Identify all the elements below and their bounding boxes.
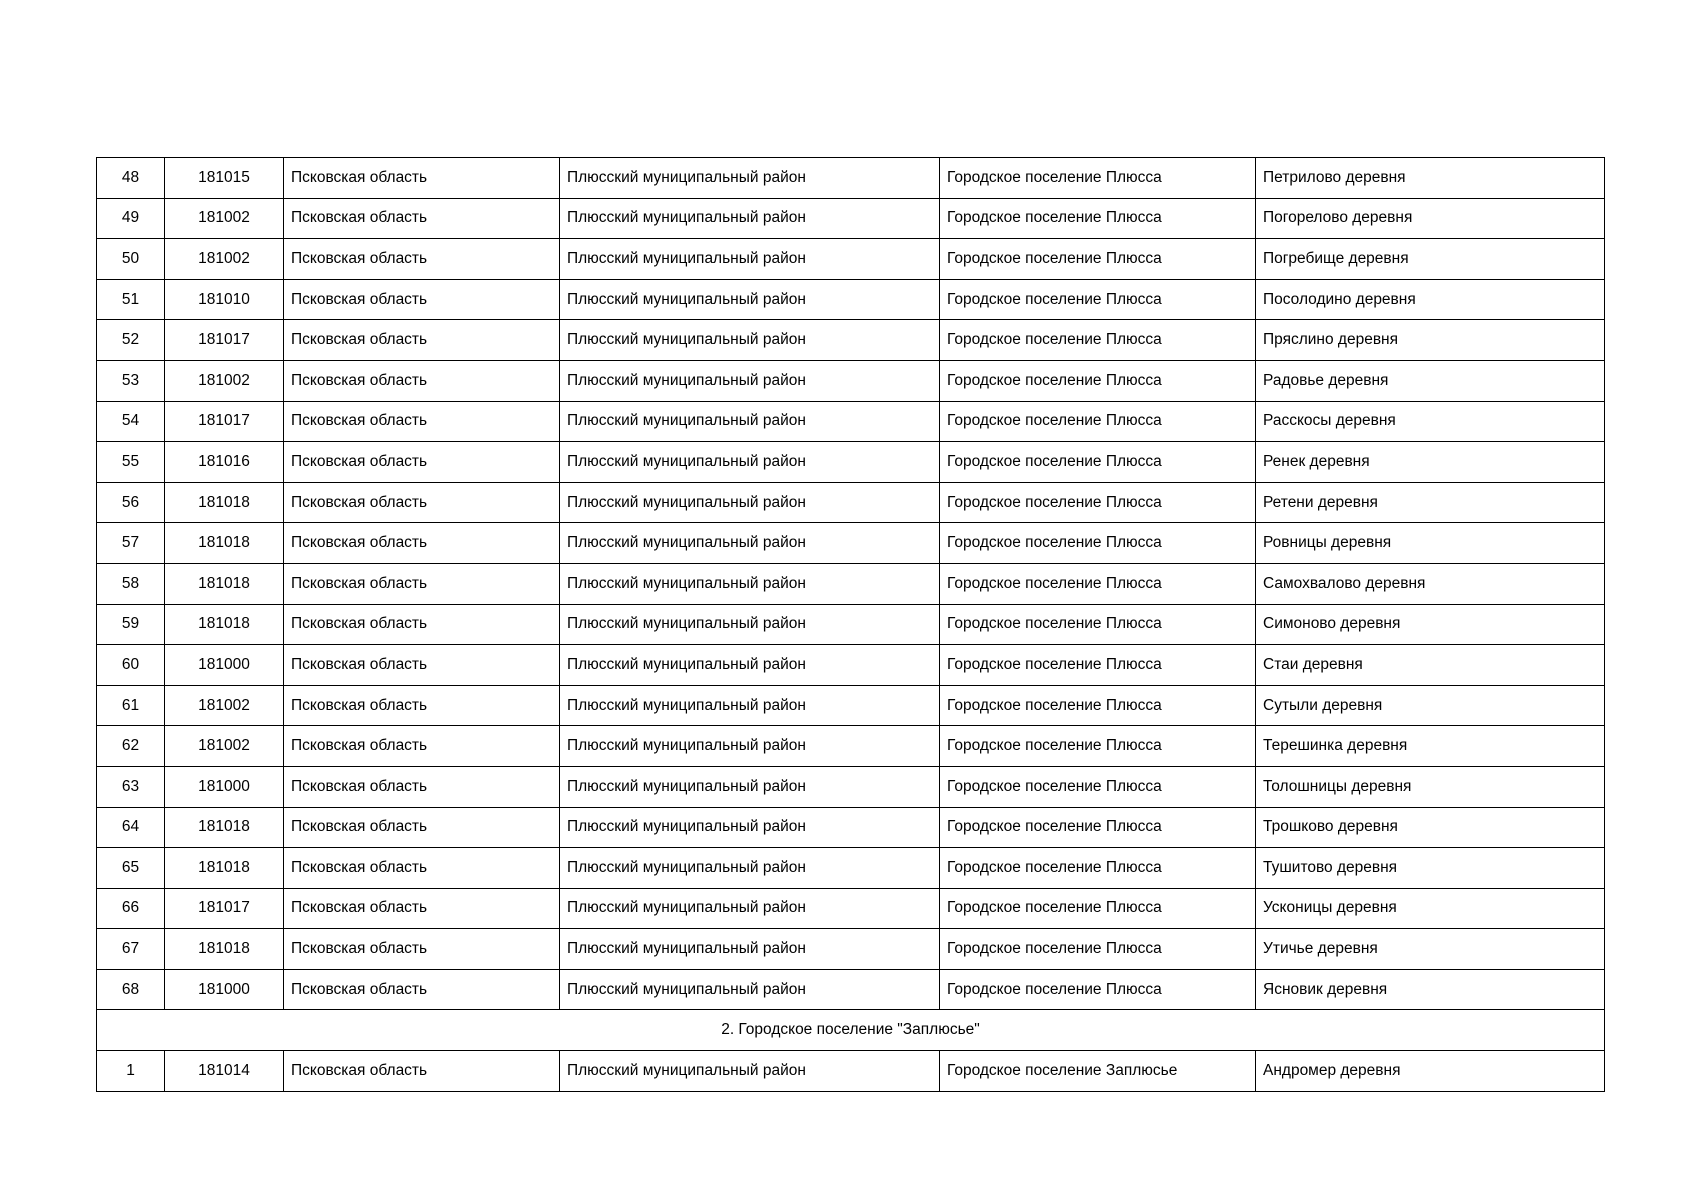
- postal-code-cell: 181017: [165, 888, 284, 929]
- postal-code-cell: 181000: [165, 766, 284, 807]
- region-cell: Псковская область: [284, 929, 560, 970]
- table-row: [97, 969, 1605, 1010]
- table-row: [97, 320, 1605, 361]
- locality-cell: Ретени деревня: [1256, 482, 1605, 523]
- table-row: [97, 685, 1605, 726]
- settlement-cell: Городское поселение Плюсса: [940, 888, 1256, 929]
- table-row: [97, 604, 1605, 645]
- district-cell: Плюсский муниципальный район: [560, 523, 940, 564]
- postal-code-cell: 181018: [165, 523, 284, 564]
- table-row: [97, 442, 1605, 483]
- locality-cell: Ровницы деревня: [1256, 523, 1605, 564]
- locality-cell: Погорелово деревня: [1256, 198, 1605, 239]
- locality-cell: Утичье деревня: [1256, 929, 1605, 970]
- postal-code-cell: 181017: [165, 401, 284, 442]
- postal-code-cell: 181015: [165, 158, 284, 199]
- region-cell: Псковская область: [284, 969, 560, 1010]
- locality-cell: Тушитово деревня: [1256, 848, 1605, 889]
- table-row: [97, 360, 1605, 401]
- settlement-cell: Городское поселение Плюсса: [940, 401, 1256, 442]
- region-cell: Псковская область: [284, 685, 560, 726]
- region-cell: Псковская область: [284, 726, 560, 767]
- postal-code-cell: 181017: [165, 320, 284, 361]
- settlement-cell: Городское поселение Плюсса: [940, 969, 1256, 1010]
- district-cell: Плюсский муниципальный район: [560, 726, 940, 767]
- row-number-cell: 63: [97, 766, 165, 807]
- region-cell: Псковская область: [284, 523, 560, 564]
- locality-cell: Трошково деревня: [1256, 807, 1605, 848]
- district-cell: Плюсский муниципальный район: [560, 888, 940, 929]
- district-cell: Плюсский муниципальный район: [560, 766, 940, 807]
- settlement-cell: Городское поселение Плюсса: [940, 645, 1256, 686]
- region-cell: Псковская область: [284, 198, 560, 239]
- district-cell: Плюсский муниципальный район: [560, 807, 940, 848]
- locality-cell: Петрилово деревня: [1256, 158, 1605, 199]
- district-cell: Плюсский муниципальный район: [560, 1051, 940, 1092]
- locality-cell: Симоново деревня: [1256, 604, 1605, 645]
- district-cell: Плюсский муниципальный район: [560, 442, 940, 483]
- region-cell: Псковская область: [284, 482, 560, 523]
- district-cell: Плюсский муниципальный район: [560, 604, 940, 645]
- district-cell: Плюсский муниципальный район: [560, 401, 940, 442]
- table-row: [97, 645, 1605, 686]
- region-cell: Псковская область: [284, 401, 560, 442]
- district-cell: Плюсский муниципальный район: [560, 360, 940, 401]
- locality-cell: Андромер деревня: [1256, 1051, 1605, 1092]
- row-number-cell: 64: [97, 807, 165, 848]
- locality-cell: Толошницы деревня: [1256, 766, 1605, 807]
- district-cell: Плюсский муниципальный район: [560, 320, 940, 361]
- row-number-cell: 59: [97, 604, 165, 645]
- locality-cell: Сутыли деревня: [1256, 685, 1605, 726]
- row-number-cell: 50: [97, 239, 165, 280]
- postal-code-cell: 181014: [165, 1051, 284, 1092]
- settlement-cell: Городское поселение Плюсса: [940, 604, 1256, 645]
- table-row: [97, 239, 1605, 280]
- locality-cell: Терешинка деревня: [1256, 726, 1605, 767]
- locality-cell: Посолодино деревня: [1256, 279, 1605, 320]
- settlement-cell: Городское поселение Плюсса: [940, 929, 1256, 970]
- district-cell: Плюсский муниципальный район: [560, 279, 940, 320]
- district-cell: Плюсский муниципальный район: [560, 848, 940, 889]
- district-cell: Плюсский муниципальный район: [560, 685, 940, 726]
- region-cell: Псковская область: [284, 848, 560, 889]
- region-cell: Псковская область: [284, 239, 560, 280]
- locality-cell: Стаи деревня: [1256, 645, 1605, 686]
- table-row: [97, 523, 1605, 564]
- table-row: [97, 888, 1605, 929]
- settlement-cell: Городское поселение Плюсса: [940, 279, 1256, 320]
- postal-code-cell: 181002: [165, 685, 284, 726]
- settlement-cell: Городское поселение Плюсса: [940, 198, 1256, 239]
- table-row: [97, 848, 1605, 889]
- settlement-cell: Городское поселение Плюсса: [940, 848, 1256, 889]
- district-cell: Плюсский муниципальный район: [560, 969, 940, 1010]
- section-heading: 2. Городское поселение "Заплюсье": [97, 1010, 1605, 1051]
- table-row: [97, 482, 1605, 523]
- postal-code-cell: 181002: [165, 198, 284, 239]
- district-cell: Плюсский муниципальный район: [560, 198, 940, 239]
- row-number-cell: 62: [97, 726, 165, 767]
- row-number-cell: 58: [97, 563, 165, 604]
- table-row: [97, 563, 1605, 604]
- region-cell: Псковская область: [284, 766, 560, 807]
- postal-code-cell: 181018: [165, 807, 284, 848]
- settlement-cell: Городское поселение Плюсса: [940, 523, 1256, 564]
- row-number-cell: 68: [97, 969, 165, 1010]
- row-number-cell: 57: [97, 523, 165, 564]
- row-number-cell: 53: [97, 360, 165, 401]
- settlement-cell: Городское поселение Плюсса: [940, 482, 1256, 523]
- table-row: [97, 929, 1605, 970]
- district-cell: Плюсский муниципальный район: [560, 482, 940, 523]
- region-cell: Псковская область: [284, 1051, 560, 1092]
- table-row: [97, 279, 1605, 320]
- row-number-cell: 65: [97, 848, 165, 889]
- row-number-cell: 56: [97, 482, 165, 523]
- postal-code-cell: 181002: [165, 726, 284, 767]
- address-table: [96, 157, 1605, 1092]
- region-cell: Псковская область: [284, 158, 560, 199]
- postal-code-cell: 181018: [165, 482, 284, 523]
- settlement-cell: Городское поселение Плюсса: [940, 726, 1256, 767]
- region-cell: Псковская область: [284, 320, 560, 361]
- postal-code-cell: 181000: [165, 645, 284, 686]
- region-cell: Псковская область: [284, 604, 560, 645]
- table-row: [97, 726, 1605, 767]
- settlement-cell: Городское поселение Заплюсье: [940, 1051, 1256, 1092]
- region-cell: Псковская область: [284, 888, 560, 929]
- settlement-cell: Городское поселение Плюсса: [940, 158, 1256, 199]
- row-number-cell: 67: [97, 929, 165, 970]
- postal-code-cell: 181002: [165, 239, 284, 280]
- region-cell: Псковская область: [284, 360, 560, 401]
- settlement-cell: Городское поселение Плюсса: [940, 239, 1256, 280]
- postal-code-cell: 181000: [165, 969, 284, 1010]
- row-number-cell: 52: [97, 320, 165, 361]
- table-row: [97, 807, 1605, 848]
- postal-code-cell: 181016: [165, 442, 284, 483]
- district-cell: Плюсский муниципальный район: [560, 929, 940, 970]
- region-cell: Псковская область: [284, 442, 560, 483]
- section-heading-row: [97, 1010, 1605, 1051]
- row-number-cell: 49: [97, 198, 165, 239]
- table-body: [97, 158, 1605, 1092]
- row-number-cell: 60: [97, 645, 165, 686]
- row-number-cell: 66: [97, 888, 165, 929]
- locality-cell: Усконицы деревня: [1256, 888, 1605, 929]
- settlement-cell: Городское поселение Плюсса: [940, 442, 1256, 483]
- region-cell: Псковская область: [284, 807, 560, 848]
- table-row: [97, 401, 1605, 442]
- row-number-cell: 51: [97, 279, 165, 320]
- postal-code-cell: 181018: [165, 848, 284, 889]
- region-cell: Псковская область: [284, 645, 560, 686]
- locality-cell: Ренек деревня: [1256, 442, 1605, 483]
- row-number-cell: 54: [97, 401, 165, 442]
- row-number-cell: 55: [97, 442, 165, 483]
- table-row: [97, 1051, 1605, 1092]
- table-row: [97, 766, 1605, 807]
- locality-cell: Ясновик деревня: [1256, 969, 1605, 1010]
- settlement-cell: Городское поселение Плюсса: [940, 766, 1256, 807]
- postal-code-cell: 181018: [165, 604, 284, 645]
- locality-cell: Пряслино деревня: [1256, 320, 1605, 361]
- district-cell: Плюсский муниципальный район: [560, 645, 940, 686]
- region-cell: Псковская область: [284, 279, 560, 320]
- postal-code-cell: 181018: [165, 929, 284, 970]
- locality-cell: Погребище деревня: [1256, 239, 1605, 280]
- settlement-cell: Городское поселение Плюсса: [940, 360, 1256, 401]
- locality-cell: Расскосы деревня: [1256, 401, 1605, 442]
- settlement-cell: Городское поселение Плюсса: [940, 807, 1256, 848]
- locality-cell: Радовье деревня: [1256, 360, 1605, 401]
- locality-cell: Самохвалово деревня: [1256, 563, 1605, 604]
- row-number-cell: 48: [97, 158, 165, 199]
- region-cell: Псковская область: [284, 563, 560, 604]
- table-row: [97, 198, 1605, 239]
- postal-code-cell: 181010: [165, 279, 284, 320]
- table-row: [97, 158, 1605, 199]
- district-cell: Плюсский муниципальный район: [560, 158, 940, 199]
- postal-code-cell: 181018: [165, 563, 284, 604]
- district-cell: Плюсский муниципальный район: [560, 239, 940, 280]
- settlement-cell: Городское поселение Плюсса: [940, 685, 1256, 726]
- settlement-cell: Городское поселение Плюсса: [940, 563, 1256, 604]
- row-number-cell: 61: [97, 685, 165, 726]
- row-number-cell: 1: [97, 1051, 165, 1092]
- district-cell: Плюсский муниципальный район: [560, 563, 940, 604]
- postal-code-cell: 181002: [165, 360, 284, 401]
- settlement-cell: Городское поселение Плюсса: [940, 320, 1256, 361]
